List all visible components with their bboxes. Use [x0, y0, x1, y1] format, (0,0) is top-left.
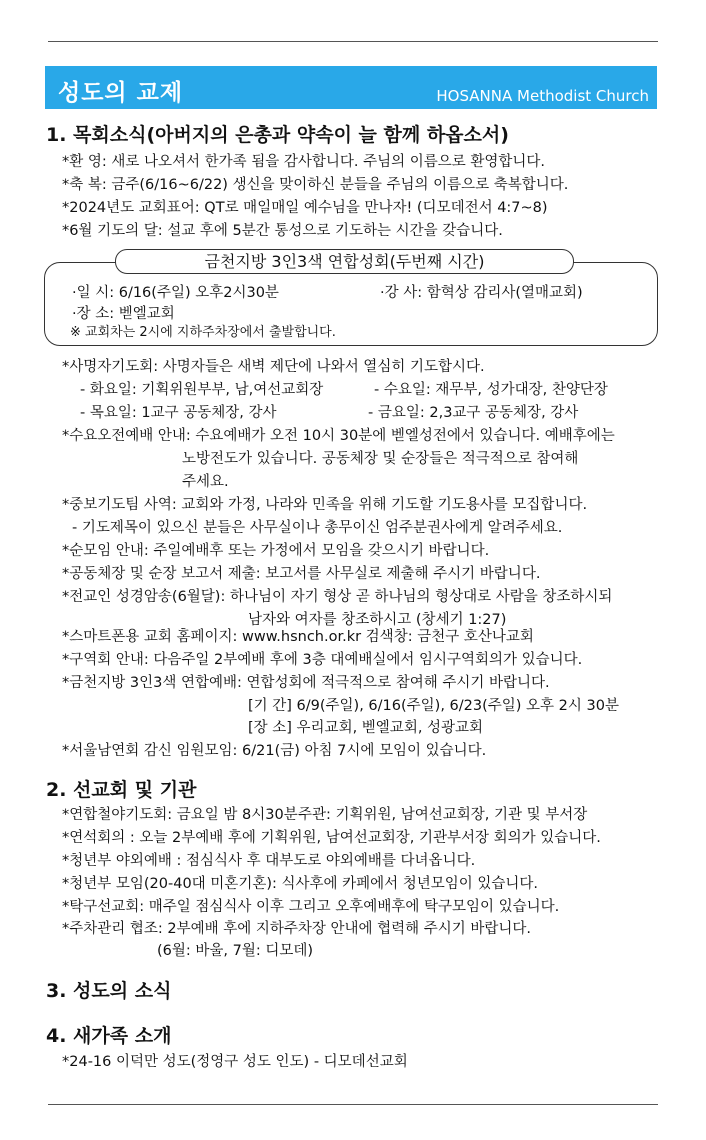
notice-line: 주세요. [182, 474, 229, 490]
vigil-line: *연합철야기도회: 금요일 밤 8시30분 [62, 807, 298, 823]
notice-line: *서울남연회 감신 임원모임: 6/21(금) 아침 7시에 모임이 있습니다. [62, 743, 487, 759]
welcome-line: *환 영: 새로 나오셔서 한가족 됨을 감사합니다. 주님의 이름으로 환영합니다. [62, 154, 546, 170]
notice-line: [기 간] 6/9(주일), 6/16(주일), 6/23(주일) 오후 2시 30분 [248, 698, 619, 714]
homepage-line: *스마트폰용 교회 홈페이지: www.hsnch.or.kr 검색창: 금천구 호산나교회 [62, 629, 534, 645]
mission-line: *주차관리 협조: 2부예배 후에 지하주차장 안내에 협력해 주시기 바랍니다. [62, 921, 532, 937]
notice-line: *공동체장 및 순장 보고서 제출: 보고서를 사무실로 제출해 주시기 바랍니다. [62, 566, 541, 582]
revival-title: 금천지방 3인3색 연합성회(두번째 시간) [115, 249, 574, 274]
top-rule [48, 41, 658, 42]
newcomer-line: *24-16 이덕만 성도(정영구 성도 인도) - 디모데선교회 [62, 1054, 408, 1070]
notice-line: 노방전도가 있습니다. 공동체장 및 순장들은 적극적으로 참여해 [182, 451, 579, 467]
prayer-thu: - 목요일: 1교구 공동체장, 강사 [80, 405, 277, 421]
mission-line: (6월: 바울, 7월: 디모데) [157, 943, 314, 959]
notice-line: *수요오전예배 안내: 수요예배가 오전 10시 30분에 벧엘성전에서 있습니다. 예배후에는 [62, 428, 615, 444]
section-4-heading: 4. 새가족 소개 [46, 1025, 172, 1047]
section-1-heading: 1. 목회소식(아버지의 은총과 약속이 늘 함께 하옵소서) [46, 124, 509, 146]
motto-line: *2024년도 교회표어: QT로 매일매일 예수님을 만나자! (디모데전서 4:7~8) [62, 200, 548, 216]
section-2-heading: 2. 선교회 및 기관 [46, 779, 197, 801]
prayer-fri: - 금요일: 2,3교구 공동체장, 강사 [368, 405, 579, 421]
notice-line: [장 소] 우리교회, 벧엘교회, 성광교회 [248, 720, 484, 736]
notice-line: - 기도제목이 있으신 분들은 사무실이나 총무이신 엄주분권사에게 알려주세요. [72, 520, 563, 536]
notice-line: 남자와 여자를 창조하시고 (창세기 1:27) [248, 612, 507, 628]
section-banner [45, 66, 657, 109]
mission-line: *연석회의 : 오늘 2부예배 후에 기획위원, 남여선교회장, 기관부서장 회의가 있습니다. [62, 830, 601, 846]
notice-line: *순모임 안내: 주일예배후 또는 가정에서 모임을 갖으시기 바랍니다. [62, 543, 490, 559]
blessing-line: *축 복: 금주(6/16~6/22) 생신을 맞이하신 분들을 주님의 이름으로 축복합니다. [62, 177, 569, 193]
banner-title: 성도의 교제 [58, 80, 184, 106]
prayer-tue: - 화요일: 기획위원부부, 남,여선교회장 [80, 382, 324, 398]
church-name: HOSANNA Methodist Church [436, 87, 649, 105]
mission-line: *청년부 야외예배 : 점심식사 후 대부도로 야외예배를 다녀옵니다. [62, 853, 476, 869]
mission-line: *청년부 모임(20-40대 미혼기혼): 식사후에 카페에서 청년모임이 있습니다. [62, 876, 539, 892]
revival-place: ·장 소: 벧엘교회 [72, 306, 175, 322]
revival-time: ·일 시: 6/16(주일) 오후2시30분 [72, 285, 279, 301]
prayer-wed: - 수요일: 재무부, 성가대장, 찬양단장 [374, 382, 608, 398]
notice-line: *전교인 성경암송(6월달): 하나님이 자기 형상 곧 하나님의 형상대로 사람을 창조하시되 [62, 589, 613, 605]
revival-speaker: ·강 사: 함혁상 감리사(열매교회) [380, 285, 583, 301]
revival-note: ※ 교회차는 2시에 지하주차장에서 출발합니다. [70, 325, 336, 340]
bottom-rule [48, 1104, 658, 1105]
notice-line: *금천지방 3인3색 연합예배: 연합성회에 적극적으로 참여해 주시기 바랍니다. [62, 675, 550, 691]
prayer-month-line: *6월 기도의 달: 설교 후에 5분간 통성으로 기도하는 시간을 갖습니다. [62, 223, 503, 239]
vigil-host: 주관: 기획위원, 남여선교회장, 기관 및 부서장 [298, 807, 588, 823]
mission-line: *탁구선교회: 매주일 점심식사 이후 그리고 오후예배후에 탁구모임이 있습니다. [62, 899, 560, 915]
notice-line: *구역회 안내: 다음주일 2부예배 후에 3층 대예배실에서 임시구역회의가 있습니다. [62, 652, 583, 668]
prayer-meeting: *사명자기도회: 사명자들은 새벽 제단에 나와서 열심히 기도합시다. [62, 359, 485, 375]
notice-line: *중보기도팀 사역: 교회와 가정, 나라와 민족을 위해 기도할 기도용사를 모집합니다. [62, 497, 588, 513]
section-3-heading: 3. 성도의 소식 [46, 980, 172, 1002]
